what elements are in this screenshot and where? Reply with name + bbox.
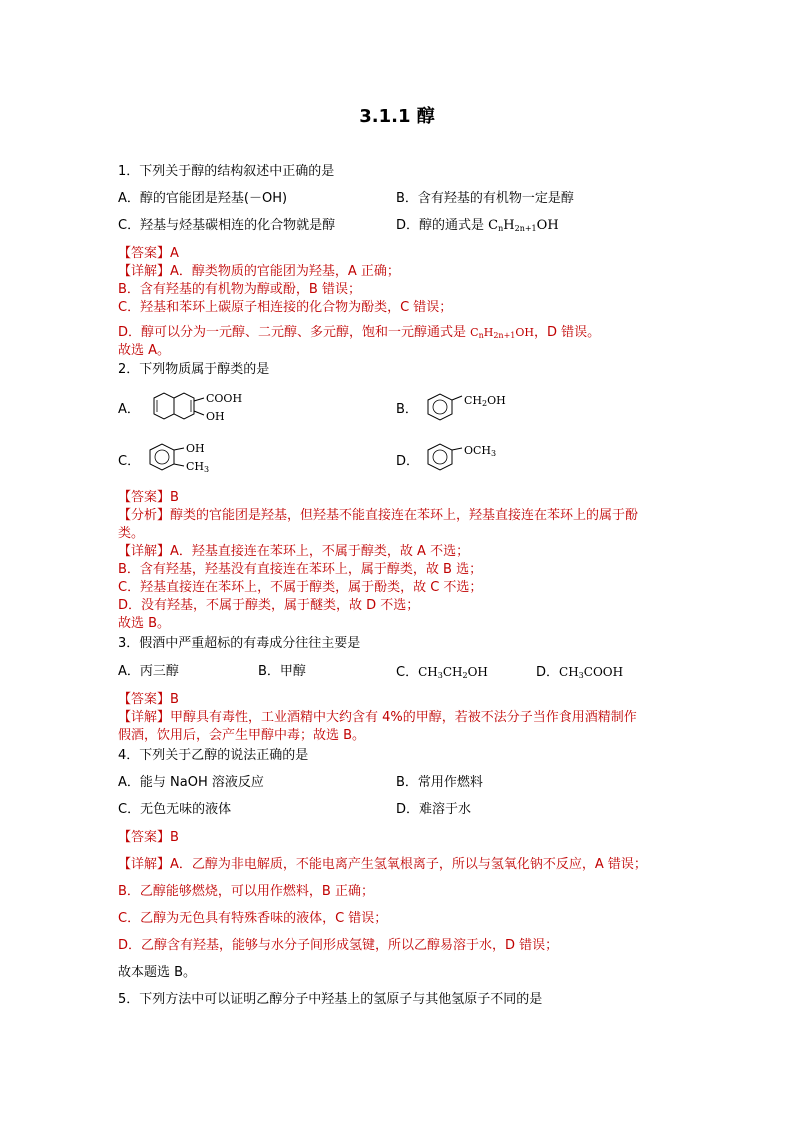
q2-analysis-line-2: 类。: [118, 526, 145, 541]
q2-d-och3-label: OCH: [464, 444, 492, 457]
q4-explain-line-1: 【详解】A．乙醇为非电解质，不能电离产生氢氧根离子，所以与氢氧化钠不反应，A 错误；: [118, 857, 647, 872]
q2-option-d-structure: [418, 442, 518, 476]
svg-text:CH3: CH3: [186, 460, 210, 474]
q2-stem: 2．下列物质属于醇类的是: [118, 362, 270, 377]
q2-answer: 【答案】B: [118, 490, 179, 505]
q2-option-c-label: C．: [118, 454, 141, 469]
q3-explain-line-2: 假酒，饮用后，会产生甲醇中毒；故选 B。: [118, 728, 366, 743]
page-title: 3.1.1 醇: [359, 106, 435, 127]
q4-option-b: B．常用作燃料: [396, 775, 483, 790]
q2-option-a-label: A．: [118, 402, 140, 417]
q1-stem: 1．下列关于醇的结构叙述中正确的是: [118, 164, 335, 179]
q4-explain-line-3: C．乙醇为无色具有特殊香味的液体，C 错误；: [118, 911, 388, 926]
q3-option-b: B．甲醇: [258, 664, 306, 679]
q1-option-d-formula: $C_nH_{2n+1}OH$: [488, 218, 559, 233]
q4-explain-line-4: D．乙醇含有羟基，能够与水分子间形成氢键，所以乙醇易溶于水，D 错误；: [118, 938, 559, 953]
q1-explain-line-1: 【详解】A．醇类物质的官能团为羟基，A 正确；: [118, 264, 400, 279]
q2-explain-line-4: D．没有羟基，不属于醇类，属于醚类，故 D 不选；: [118, 598, 420, 613]
q1-option-d-prefix: D．醇的通式是: [396, 218, 489, 233]
q2-c-ch3-label: CH: [186, 460, 205, 473]
q4-conclusion: 故本题选 B。: [118, 965, 197, 980]
q1-option-a: A．醇的官能团是羟基(－OH): [118, 191, 288, 206]
q3-d-formula: $CH_3COOH$: [559, 665, 624, 680]
q3-c-formula: $CH_3CH_2OH$: [418, 665, 488, 680]
q1-option-b: B．含有羟基的有机物一定是醇: [396, 191, 574, 206]
q1-explain-line-3: C．羟基和苯环上碳原子相连接的化合物为酚类，C 错误；: [118, 300, 453, 315]
q3-option-a: A．丙三醇: [118, 664, 179, 679]
q4-stem: 4．下列关于乙醇的说法正确的是: [118, 748, 309, 763]
q1-general-formula: $C_nH_{2n+1}OH$: [470, 326, 534, 340]
q1-option-d: [396, 218, 559, 237]
q2-option-c-structure: [140, 442, 230, 476]
q1-answer: 【答案】A: [118, 246, 179, 261]
q1-conclusion: 故选 A。: [118, 343, 171, 358]
q2-b-ch-label: CH: [464, 394, 483, 407]
q2-c-oh-label: OH: [186, 442, 205, 455]
q4-option-a: A．能与 NaOH 溶液反应: [118, 775, 264, 790]
q2-option-d-label: D．: [396, 454, 420, 469]
q2-conclusion: 故选 B。: [118, 616, 171, 631]
q1-option-c: C．羟基与烃基碳相连的化合物就是醇: [118, 218, 336, 233]
q2-explain-line-1: 【详解】A．羟基直接连在苯环上，不属于醇类，故 A 不选；: [118, 544, 470, 559]
q2-a-cooh-label: COOH: [206, 392, 243, 405]
q4-option-d: D．难溶于水: [396, 802, 472, 817]
q4-answer: 【答案】B: [118, 830, 179, 845]
q2-a-oh-label: OH: [206, 410, 225, 423]
q2-explain-line-3: C．羟基直接连在苯环上，不属于醇类，属于酚类，故 C 不选；: [118, 580, 483, 595]
q2-option-a-structure: [140, 392, 260, 428]
q2-explain-line-2: B．含有羟基，羟基没有直接连在苯环上，属于醇类，故 B 选；: [118, 562, 483, 577]
q1-explain-line-4: D．醇可以分为一元醇、二元醇、多元醇，饱和一元醇通式是 $C_nH_{2n+1}OH$，D 错误。: [118, 325, 601, 340]
svg-text:OCH3: OCH3: [464, 444, 497, 458]
q1-explain-line-2: B．含有羟基的有机物为醇或酚，B 错误；: [118, 282, 361, 297]
svg-text:CH2OH: CH2OH: [464, 394, 506, 408]
q3-option-d: D．$CH_3COOH$: [536, 665, 624, 680]
q3-option-c: C．$CH_3CH_2OH$: [396, 665, 488, 680]
q2-analysis-line-1: 【分析】醇类的官能团是羟基，但羟基不能直接连在苯环上，羟基直接连在苯环上的属于酚: [118, 508, 639, 523]
q3-stem: 3．假酒中严重超标的有毒成分往往主要是: [118, 636, 361, 651]
q4-option-c: C．无色无味的液体: [118, 802, 232, 817]
q2-option-b-structure: [418, 392, 528, 426]
q5-stem: 5．下列方法中可以证明乙醇分子中羟基上的氢原子与其他氢原子不同的是: [118, 992, 543, 1007]
q3-answer: 【答案】B: [118, 692, 179, 707]
q4-explain-line-2: B．乙醇能够燃烧，可以用作燃料，B 正确；: [118, 884, 374, 899]
q3-explain-line-1: 【详解】甲醇具有毒性，工业酒精中大约含有 4%的甲醇，若被不法分子当作食用酒精制作: [118, 710, 637, 725]
q2-option-b-label: B．: [396, 402, 418, 417]
